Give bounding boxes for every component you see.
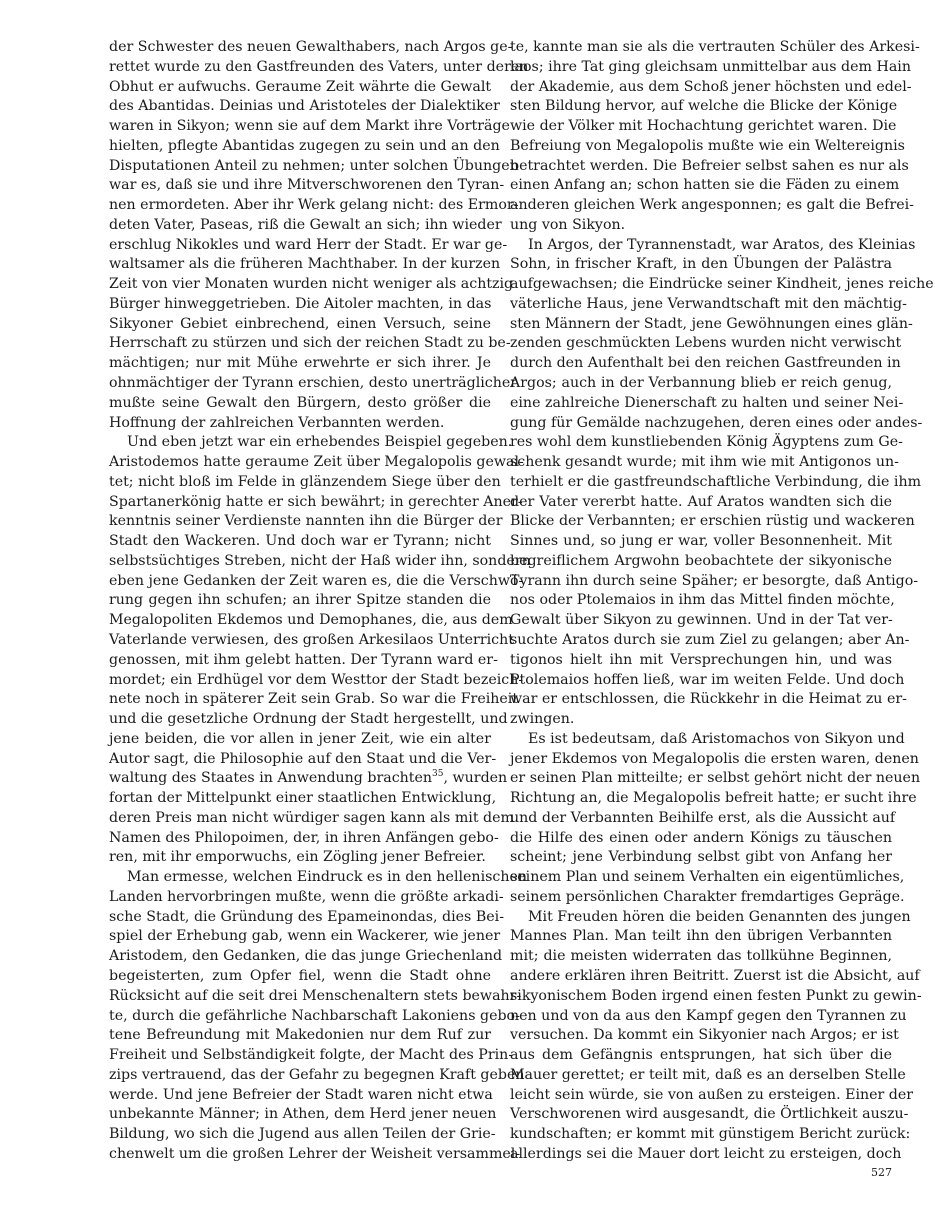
text-line: Megalopoliten Ekdemos und Demophanes, die, aus dem <box>109 612 513 629</box>
footnote-marker[interactable]: 35 <box>432 769 444 780</box>
text-line: selbstsüchtiges Streben, nicht der Haß wider ihn, sondern <box>109 552 531 569</box>
text-line: te, kannte man sie als die vertrauten Schüler des Arkesi- <box>510 39 920 55</box>
text-line: tene Befreundung mit Makedonien nur dem Ruf zur <box>109 1027 491 1044</box>
text-line: seinem persönlichen Charakter fremdartiges Gepräge. <box>510 888 905 905</box>
text-line: werde. Und jene Befreier der Stadt waren nicht etwa <box>109 1086 493 1103</box>
text-line: wie der Völker mit Hochachtung gerichtet waren. Die <box>510 118 897 135</box>
text-line: tigonos hielt ihn mit Versprechungen hin, und was <box>510 651 892 668</box>
text-line: eben jene Gedanken der Zeit waren es, die die Verschwö- <box>109 572 524 589</box>
text-line: Gewalt über Sikyon zu gewinnen. Und in der Tat ver- <box>510 612 893 629</box>
text-line: aus dem Gefängnis entsprungen, hat sich über die <box>510 1047 892 1064</box>
text-line: Landen hervorbringen mußte, wenn die größte arkadi- <box>109 888 504 905</box>
text-line: Disputationen Anteil zu nehmen; unter solchen Übungen <box>109 157 519 174</box>
text-line: jener Ekdemos von Megalopolis die ersten waren, denen <box>510 750 919 767</box>
text-line: rettet wurde zu den Gastfreunden des Vaters, unter deren <box>109 58 529 75</box>
text-line: väterliche Haus, jene Verwandtschaft mit den mächtig- <box>510 295 907 312</box>
text-line: Obhut er aufwuchs. Geraume Zeit währte die Gewalt <box>109 78 492 95</box>
text-line: Rücksicht auf die seit drei Menschenaltern stets bewahr- <box>109 987 522 1004</box>
text-line: versuchen. Da kommt ein Sikyonier nach Argos; er ist <box>510 1027 899 1044</box>
text-line: mit; die meisten widerraten das tollkühne Beginnen, <box>510 948 892 965</box>
text-line: der Akademie, aus dem Schoß jener höchsten und edel- <box>510 78 912 95</box>
text-line: erschlug Nikokles und ward Herr der Stadt. Er war ge- <box>109 236 508 253</box>
text-line: zips vertrauend, das der Gefahr zu begegnen Kraft geben <box>109 1066 525 1083</box>
text-line: deren Preis man nicht würdiger sagen kann als mit dem <box>109 809 514 826</box>
text-line: unbekannte Männer; in Athen, dem Herd jener neuen <box>109 1106 497 1123</box>
text-line: leicht sein würde, sie von außen zu ersteigen. Einer der <box>510 1086 914 1103</box>
text-line: Bildung, wo sich die Jugend aus allen Teilen der Grie- <box>109 1126 496 1143</box>
text-line: der Vater vererbt hatte. Auf Aratos wandten sich die <box>510 493 892 510</box>
right-text-column <box>510 38 934 1165</box>
text-line: Aristodemos hatte geraume Zeit über Megalopolis gewal- <box>109 454 524 471</box>
text-line: Mauer gerettet; er teilt mit, daß es an derselben Stelle <box>510 1066 906 1083</box>
text-line: ren, mit ihr emporwuchs, ein Zögling jener Befreier. <box>109 849 486 866</box>
text-line: zenden geschmückten Lebens wurden nicht verwischt <box>510 335 902 352</box>
text-line: ung von Sikyon. <box>510 216 626 233</box>
text-line: Es ist bedeutsam, daß Aristomachos von Sikyon und <box>528 730 905 747</box>
text-line: begeisterten, zum Opfer fiel, wenn die Stadt ohne <box>109 967 491 984</box>
text-line: allerdings sei die Mauer dort leicht zu ersteigen, doch <box>510 1145 902 1162</box>
text-line: Man ermesse, welchen Eindruck es in den hellenischen <box>127 869 528 886</box>
text-line: Mannes Plan. Man teilt ihn den übrigen Verbannten <box>510 928 892 945</box>
text-line: sten Männern der Stadt, jene Gewöhnungen eines glän- <box>510 315 913 332</box>
text-line: In Argos, der Tyrannenstadt, war Aratos, des Kleinias <box>528 236 916 253</box>
text-line: fortan der Mittelpunkt einer staatlichen Entwicklung, <box>109 790 497 807</box>
text-line: Zeit von vier Monaten wurden nicht weniger als achtzig <box>109 276 514 293</box>
text-line: zwingen. <box>510 711 575 728</box>
text-line: Und eben jetzt war ein erhebendes Beispiel gegeben. <box>127 434 513 451</box>
text-line: scheint; jene Verbindung selbst gibt von Anfang her <box>510 849 892 866</box>
text-line: genossen, mit ihm gelebt hatten. Der Tyrann ward er- <box>109 651 498 668</box>
text-line: einen Anfang an; schon hatten sie die Fäden zu einem <box>510 177 900 194</box>
text-line: Aristodem, den Gedanken, die das junge Griechenland <box>109 948 503 965</box>
text-line: andere erklären ihren Beitritt. Zuerst ist die Absicht, auf <box>510 967 920 984</box>
text-line: suchte Aratos durch sie zum Ziel zu gelangen; aber An- <box>510 631 910 648</box>
text-line: Richtung an, die Megalopolis befreit hatte; er sucht ihre <box>510 790 917 807</box>
text-line: hielten, pflegte Abantidas zugegen zu sein und an den <box>109 137 500 154</box>
text-line: tet; nicht bloß im Felde in glänzendem Siege über den <box>109 473 501 490</box>
text-line: aufgewachsen; die Eindrücke seiner Kindheit, jenes reiche <box>510 276 934 293</box>
text-line: Blicke der Verbannten; er erschien rüstig und wackeren <box>510 513 915 530</box>
left-text-column <box>109 38 531 1165</box>
text-line: und die gesetzliche Ordnung der Stadt hergestellt, und <box>109 711 508 728</box>
text-line: Verschworenen wird ausgesandt, die Örtlichkeit auszu- <box>510 1106 909 1123</box>
text-line: der Schwester des neuen Gewalthabers, nach Argos ge- <box>109 39 513 55</box>
text-line: die Hilfe des einen oder andern Königs zu täuschen <box>510 829 892 846</box>
text-line: anderen gleichen Werk angesponnen; es galt die Befrei- <box>510 197 914 214</box>
text-line: Autor sagt, die Philosophie auf den Staat und die Ver- <box>109 750 497 767</box>
text-line: eine zahlreiche Dienerschaft zu halten und seiner Nei- <box>510 394 904 411</box>
text-line: te, durch die gefährliche Nachbarschaft Lakoniens gebo- <box>109 1007 520 1024</box>
text-line: sikyonischem Boden irgend einen festen Punkt zu gewin- <box>510 987 922 1004</box>
text-line: chenwelt um die großen Lehrer der Weisheit versammel- <box>109 1145 521 1162</box>
text-line: nos oder Ptolemaios in ihm das Mittel finden möchte, <box>510 592 895 609</box>
text-line: Sikyoner Gebiet einbrechend, einen Versuch, seine <box>109 315 491 332</box>
text-line: nete noch in späterer Zeit sein Grab. So war die Freiheit <box>109 691 519 708</box>
text-line: Hoffnung der zahlreichen Verbannten werden. <box>109 414 445 431</box>
text-line: war er entschlossen, die Rückkehr in die Heimat zu er- <box>510 691 907 708</box>
text-line: kundschaften; er kommt mit günstigem Bericht zurück: <box>510 1126 911 1143</box>
text-line: mächtigen; nur mit Mühe erwehrte er sich ihrer. Je <box>109 355 491 372</box>
text-line: nen ermordeten. Aber ihr Werk gelang nicht: des Ermor- <box>109 197 519 214</box>
text-line: Ptolemaios hoffen ließ, war im weiten Felde. Und doch <box>510 671 905 688</box>
text-line: Sohn, in frischer Kraft, in den Übungen der Palästra <box>510 256 892 273</box>
text-line: Argos; auch in der Verbannung blieb er reich genug, <box>510 375 892 392</box>
text-line: ohnmächtiger der Tyrann erschien, desto unerträglicher <box>109 375 518 392</box>
text-line: gung für Gemälde nachzugehen, deren eines oder andes- <box>510 414 923 431</box>
text-line: deten Vater, Paseas, riß die Gewalt an sich; ihn wieder <box>109 216 502 233</box>
text-line: Bürger hinweggetrieben. Die Aitoler machten, in das <box>109 295 492 312</box>
text-line: laos; ihre Tat ging gleichsam unmittelbar aus dem Hain <box>510 58 911 75</box>
text-line: Sinnes und, so jung er war, voller Besonnenheit. Mit <box>510 533 892 550</box>
text-line: Herrschaft zu stürzen und sich der reichen Stadt zu be- <box>109 335 511 352</box>
text-line: begreiflichem Argwohn beobachtete der sikyonische <box>510 552 892 569</box>
text-line: nen und von da aus den Kampf gegen den Tyrannen zu <box>510 1007 907 1024</box>
text-line: durch den Aufenthalt bei den reichen Gastfreunden in <box>510 355 901 372</box>
text-line: Stadt den Wackeren. Und doch war er Tyrann; nicht <box>109 533 491 550</box>
text-line: Tyrann ihn durch seine Späher; er besorgte, daß Antigo- <box>510 572 919 589</box>
text-line: waltung des Staates in Anwendung brachten$^{35}$, wurden <box>109 769 508 787</box>
text-line: rung gegen ihn schufen; an ihrer Spitze standen die <box>109 592 491 609</box>
text-line: und der Verbannten Beihilfe erst, als die Aussicht auf <box>510 809 896 826</box>
text-line: betrachtet werden. Die Befreier selbst sahen es nur als <box>510 157 909 174</box>
text-line: res wohl dem kunstliebenden König Ägyptens zum Ge- <box>510 434 903 451</box>
text-line: des Abantidas. Deinias und Aristoteles der Dialektiker <box>109 98 500 115</box>
text-line: Spartanerkönig hatte er sich bewährt; in gerechter Aner- <box>109 493 523 510</box>
text-line: seinem Plan und seinem Verhalten ein eigentümliches, <box>510 869 905 886</box>
text-line: mordet; ein Erdhügel vor dem Westtor der Stadt bezeich- <box>109 671 524 688</box>
page-number: 527 <box>871 1166 892 1179</box>
text-line: mußte seine Gewalt den Bürgern, desto größer die <box>109 394 491 411</box>
text-line: terhielt er die gastfreundschaftliche Verbindung, die ihm <box>510 473 922 490</box>
text-line: sten Bildung hervor, auf welche die Blicke der Könige <box>510 98 898 115</box>
text-line: Namen des Philopoimen, der, in ihren Anfängen gebo- <box>109 829 499 846</box>
text-line: spiel der Erhebung gab, wenn ein Wackerer, wie jener <box>109 928 501 945</box>
text-line: schenk gesandt wurde; mit ihm wie mit Antigonos un- <box>510 454 899 471</box>
text-line: jene beiden, die vor allen in jener Zeit, wie ein alter <box>109 730 491 747</box>
text-line: Mit Freuden hören die beiden Genannten des jungen <box>528 908 911 925</box>
text-line: sche Stadt, die Gründung des Epameinondas, dies Bei- <box>109 908 504 925</box>
text-line: er seinen Plan mitteilte; er selbst gehört nicht der neuen <box>510 770 921 787</box>
text-line: Befreiung von Megalopolis mußte wie ein Weltereignis <box>510 137 905 154</box>
text-line: waren in Sikyon; wenn sie auf dem Markt ihre Vorträge <box>109 118 510 135</box>
text-line: Vaterlande verwiesen, des großen Arkesilaos Unterricht <box>109 631 514 648</box>
text-line: kenntnis seiner Verdienste nannten ihn die Bürger der <box>109 513 503 530</box>
text-line: war es, daß sie und ihre Mitverschworenen den Tyran- <box>109 177 505 194</box>
text-line: waltsamer als die früheren Machthaber. In der kurzen <box>109 256 501 273</box>
text-line: Freiheit und Selbständigkeit folgte, der Macht des Prin- <box>109 1047 514 1064</box>
